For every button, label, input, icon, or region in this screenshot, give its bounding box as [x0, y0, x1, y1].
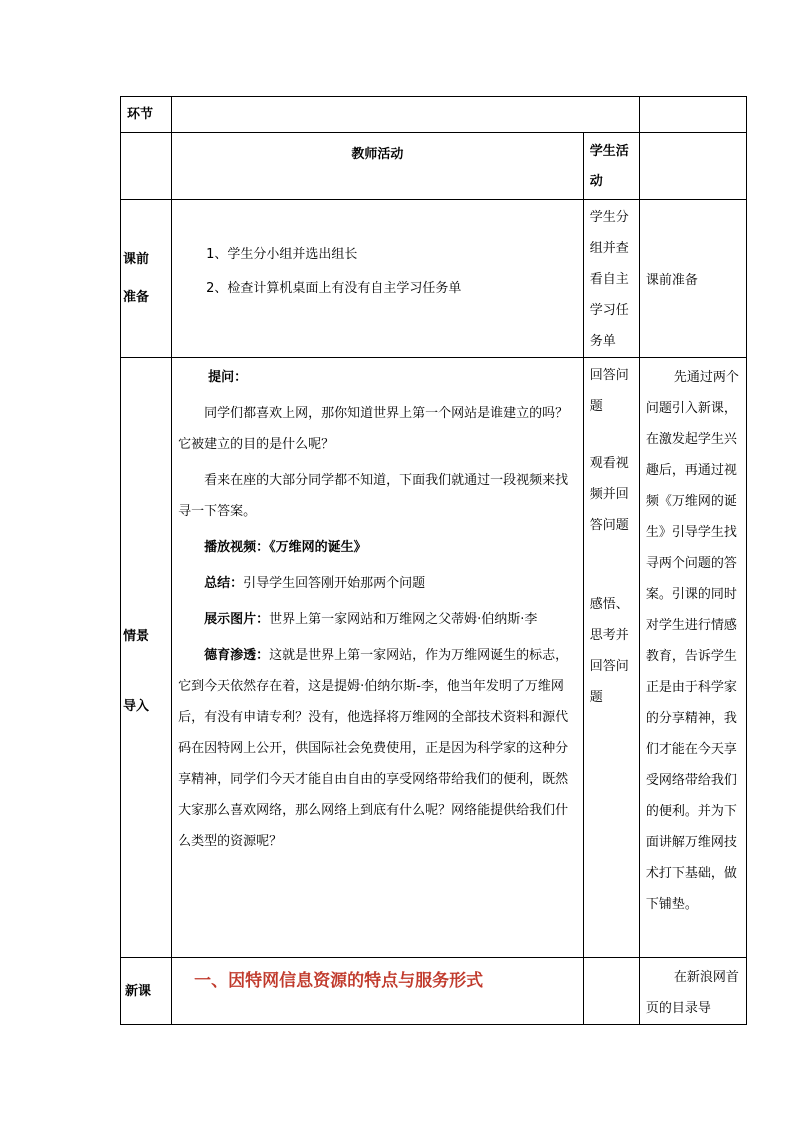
pre-class-item-1: 1、学生分小组并选出组长 [206, 247, 358, 262]
lesson-plan-table [120, 96, 747, 1025]
picture-label: 展示图片： [204, 612, 270, 627]
video-label: 播放视频： [204, 540, 270, 555]
intro-student-2: 观看视频并回答问题 [589, 456, 629, 533]
huanjie-empty-cell [172, 97, 640, 133]
new-lesson-title: 一、因特网信息资源的特点与服务形式 [194, 971, 484, 991]
pre-class-label-line2: 准备 [123, 289, 150, 305]
intro-student-1: 回答问题 [589, 368, 629, 414]
row-new-lesson [121, 958, 747, 1025]
pre-class-intent-text: 课前准备 [645, 273, 698, 288]
pre-class-label-line1: 课前 [123, 251, 150, 267]
moral-text: 这就是世界上第一家网站，作为万维网诞生的标志，它到今天依然存在着，这是提姆·伯纳尔斯-李，他当年发明了万维网后，有没有申请专利？没有，他选择将万维网的全部技术资料和源代码在因特网上公开，供国际社会免费使用，正是因为科学家的这种分享精神，同学们今天才能自由自由的享受网络带给我们的便利，既然大家那么喜欢网络，那么网络上到底有什么呢？网络能提供给我们什么类型的资源呢？ [178, 648, 569, 849]
huanjie-empty-cell-right [639, 97, 746, 133]
moral-line [178, 640, 577, 857]
intro-student-3: 感悟、思考并回答问题 [589, 597, 629, 705]
teacher-activity-header: 教师活动 [172, 133, 584, 200]
header-empty-cell-right [639, 133, 746, 200]
intro-label-line2: 导入 [123, 699, 150, 714]
video-line [178, 532, 577, 563]
moral-label: 德育渗透： [204, 648, 270, 663]
intro-intent-cell [639, 358, 746, 958]
summary-line [178, 568, 577, 599]
intro-label-line1: 情景 [123, 629, 150, 644]
new-lesson-student-cell [583, 958, 639, 1025]
intro-teacher-cell [172, 358, 584, 958]
summary-label: 总结： [204, 576, 244, 591]
pre-class-student-text: 学生分组并查看自主学习任务单 [589, 210, 629, 349]
header-empty-cell [121, 133, 172, 200]
transition-text: 看来在座的大部分同学都不知道，下面我们就通过一段视频来找寻一下答案。 [178, 473, 569, 519]
pre-class-teacher-cell [172, 200, 584, 358]
intro-label [121, 358, 172, 958]
row-pre-class [121, 200, 747, 358]
intro-student-body [584, 358, 639, 713]
row-huanjie [121, 97, 747, 133]
new-lesson-teacher-cell [172, 958, 584, 1025]
row-header [121, 133, 747, 200]
new-lesson-label: 新课 [121, 958, 172, 1025]
question-text: 同学们都喜欢上网，那你知道世界上第一个网站是谁建立的吗？它被建立的目的是什么呢？ [178, 406, 569, 452]
huanjie-label: 环节 [121, 97, 172, 133]
pre-class-item-2: 2、检查计算机桌面上有没有自主学习任务单 [206, 281, 462, 296]
picture-text: 世界上第一家网站和万维网之父蒂姆·伯纳斯·李 [269, 612, 538, 627]
pre-class-label [121, 200, 172, 358]
intro-intent-text: 先通过两个问题引入新课，在激发起学生兴趣后，再通过视频《万维网的诞生》引导学生找寻两个问题的答案。引课的同时对学生进行情感教育，告诉学生正是由于科学家的分享精神，我们才能在今天享受网络带给我们的便利。并为下面讲解万维网技术打下基础，做下铺垫。 [645, 370, 739, 912]
new-lesson-intent-cell [639, 958, 746, 1025]
pre-class-student-cell [583, 200, 639, 358]
intro-student-cell [583, 358, 639, 958]
pre-class-teacher-list [172, 200, 583, 306]
question-title: 提问： [208, 370, 248, 385]
new-lesson-intent-text: 在新浪网首页的目录导 [645, 970, 739, 1016]
pre-class-intent-cell [639, 200, 746, 358]
picture-line [178, 604, 577, 635]
intro-teacher-body [172, 358, 583, 857]
row-intro [121, 358, 747, 958]
video-title: 《万维网的诞生》 [269, 540, 367, 555]
student-activity-header: 学生活动 [583, 133, 639, 200]
summary-text: 引导学生回答刚开始那两个问题 [243, 576, 426, 591]
